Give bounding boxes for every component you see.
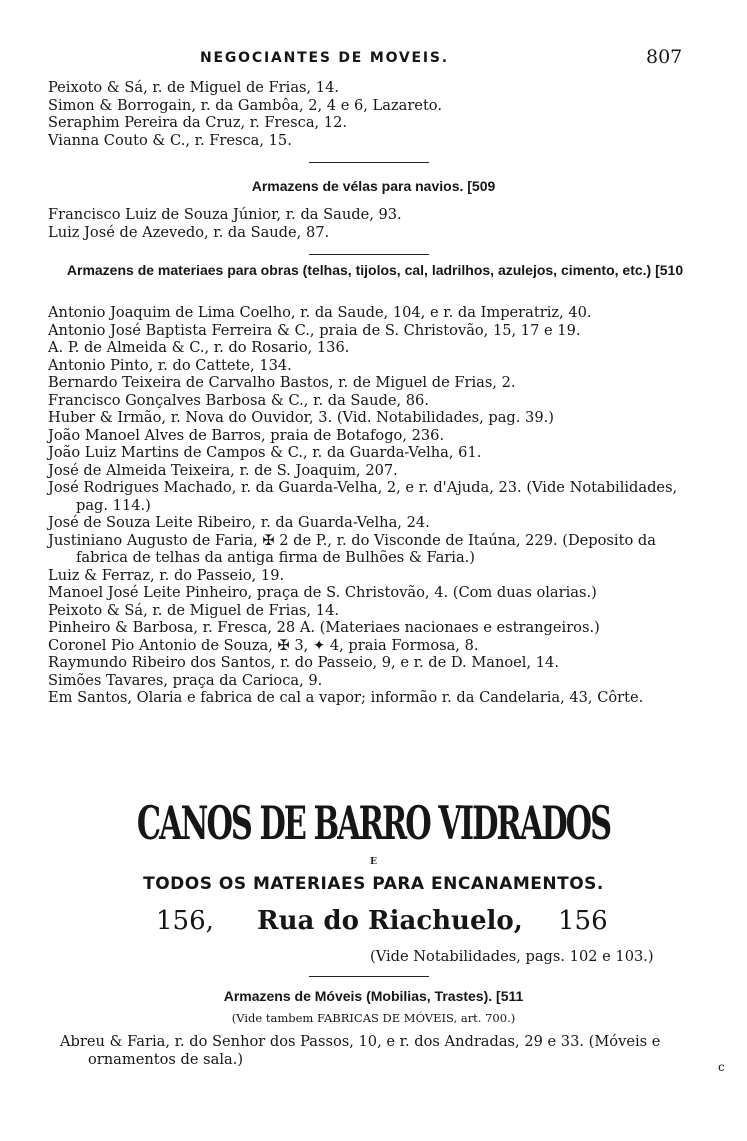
list-item: Antonio Pinto, r. do Cattete, 134. [48, 356, 292, 374]
advert-subtitle: TODOS OS MATERIAES PARA ENCANAMENTOS. [143, 874, 604, 894]
page-number: 807 [646, 46, 683, 68]
section-heading-obras: Armazens de materiaes para obras (telhas, tijolos, cal, ladrilhos, azulejos, cimento, etc.) [510 [66, 262, 684, 278]
list-item: Simões Tavares, praça da Carioca, 9. [48, 671, 323, 689]
section-divider [309, 254, 429, 255]
list-item: Em Santos, Olaria e fabrica de cal a vapor; informão r. da Candelaria, 43, Côrte. [48, 689, 644, 706]
list-item: Antonio Joaquim de Lima Coelho, r. da Saude, 104, e r. da Imperatriz, 40. [48, 304, 592, 321]
top-entry-list [48, 79, 698, 149]
advert-conjunction: E [370, 857, 377, 867]
list-item: Simon & Borrogain, r. da Gambôa, 2, 4 e 6, Lazareto. [48, 96, 442, 114]
list-item: Seraphim Pereira da Cruz, r. Fresca, 12. [48, 114, 348, 131]
list-item: Abreu & Faria, r. do Senhor dos Passos, 10, e r. dos Andradas, 29 e 33. (Móveis e ornamentos de sala.) [60, 1033, 661, 1068]
list-item: José de Souza Leite Ribeiro, r. da Guarda-Velha, 24. [48, 514, 430, 531]
list-item: José Rodrigues Machado, r. da Guarda-Velha, 2, e r. d'Ajuda, 23. (Vide Notabilidades, pag. 114.) [48, 479, 678, 514]
section-divider [309, 976, 429, 977]
obras-entry-list [48, 304, 698, 707]
list-item: Pinheiro & Barbosa, r. Fresca, 28 A. (Materiaes nacionaes e estrangeiros.) [48, 619, 600, 636]
list-item: Luiz José de Azevedo, r. da Saude, 87. [48, 223, 330, 241]
advert-number-left: 156, [156, 906, 214, 936]
margin-mark: ⅽ [718, 1060, 725, 1074]
list-item: Francisco Luiz de Souza Júnior, r. da Saude, 93. [48, 206, 402, 223]
list-item: José de Almeida Teixeira, r. de S. Joaquim, 207. [48, 461, 398, 479]
advert-title: CANOS DE BARRO VIDRADOS [136, 796, 611, 850]
advert-street: Rua do Riachuelo, [257, 906, 523, 936]
list-item: Huber & Irmão, r. Nova do Ouvidor, 3. (Vid. Notabilidades, pag. 39.) [48, 409, 554, 426]
section-crossref: (Vide tambem FABRICAS DE MÓVEIS, art. 700.) [231, 1011, 516, 1025]
list-item: Antonio José Baptista Ferreira & C., praia de S. Christovão, 15, 17 e 19. [48, 321, 581, 339]
list-item: Bernardo Teixeira de Carvalho Bastos, r. de Miguel de Frias, 2. [48, 374, 516, 391]
list-item: Manoel José Leite Pinheiro, praça de S. Christovão, 4. (Com duas olarias.) [48, 584, 597, 601]
moveis-entry-list [48, 1033, 698, 1068]
list-item: Justiniano Augusto de Faria, ✠ 2 de P., r. do Visconde de Itaúna, 229. (Deposito da fabrica de telhas da antiga firma de Bulhões & Faria.) [48, 531, 656, 566]
section-heading-moveis: Armazens de Móveis (Mobilias, Trastes). [511 [223, 988, 524, 1004]
section-heading-velas: Armazens de vélas para navios. [509 [251, 178, 496, 194]
velas-entry-list [48, 206, 698, 241]
list-item: Luiz & Ferraz, r. do Passeio, 19. [48, 566, 285, 584]
list-item: Francisco Gonçalves Barbosa & C., r. da Saude, 86. [48, 391, 429, 409]
list-item: João Luiz Martins de Campos & C., r. da Guarda-Velha, 61. [48, 444, 482, 461]
list-item: Vianna Couto & C., r. Fresca, 15. [48, 131, 292, 149]
list-item: Raymundo Ribeiro dos Santos, r. do Passeio, 9, e r. de D. Manoel, 14. [48, 654, 559, 671]
section-divider [309, 162, 429, 163]
advert-number-right: 156 [558, 906, 608, 936]
page-title: NEGOCIANTES DE MOVEIS. [200, 50, 449, 66]
list-item: Peixoto & Sá, r. de Miguel de Frias, 14. [48, 79, 340, 96]
list-item: Peixoto & Sá, r. de Miguel de Frias, 14. [48, 601, 340, 619]
advert-reference: (Vide Notabilidades, pags. 102 e 103.) [370, 948, 654, 965]
list-item: João Manoel Alves de Barros, praia de Botafogo, 236. [48, 426, 445, 444]
list-item: A. P. de Almeida & C., r. do Rosario, 136. [48, 339, 350, 356]
list-item: Coronel Pio Antonio de Souza, ✠ 3, ✦ 4, praia Formosa, 8. [48, 636, 479, 654]
running-header [0, 44, 747, 74]
